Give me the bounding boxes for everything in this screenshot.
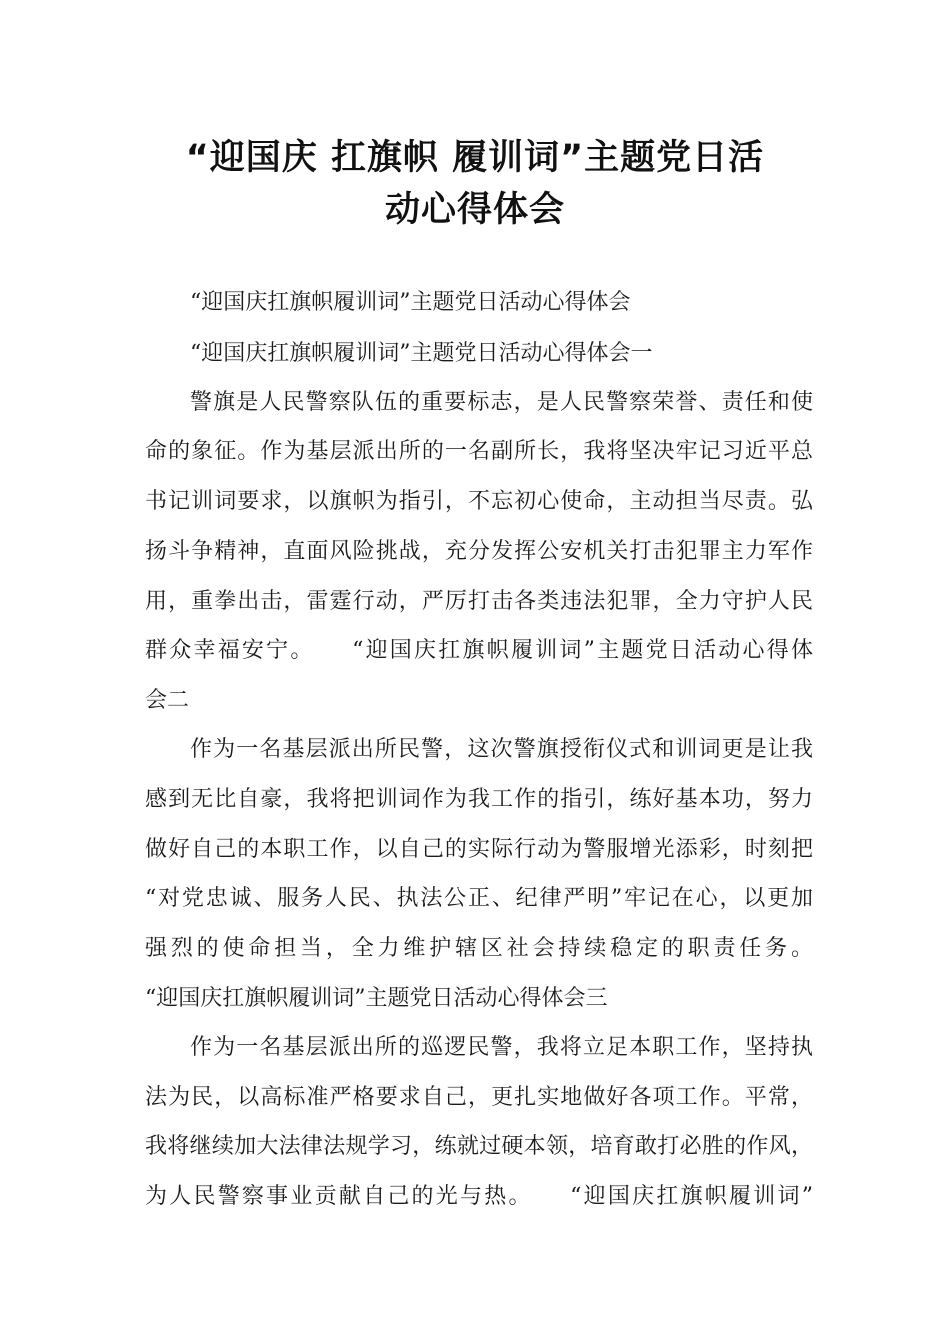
body-line: “迎国庆扛旗帜履训词”主题党日活动心得体会三	[145, 986, 608, 1011]
body-line: 感到无比自豪，我将把训词作为我工作的指引，练好基本功，努力	[145, 787, 813, 812]
body-line: 作为一名基层派出所民警，这次警旗授衔仪式和训词更是让我	[190, 737, 813, 762]
body-line: 我将继续加大法律法规学习，练就过硬本领，培育敢打必胜的作风，	[145, 1134, 813, 1159]
body-line: 为人民警察事业贡献自己的光与热。 “迎国庆扛旗帜履训词”	[145, 1184, 813, 1209]
body-line: 法为民，以高标准严格要求自己，更扎实地做好各项工作。平常，	[145, 1085, 813, 1110]
body-line: 会二	[145, 688, 190, 713]
body-line: 警旗是人民警察队伍的重要标志，是人民警察荣誉、责任和使	[190, 390, 813, 415]
body-line: “迎国庆扛旗帜履训词”主题党日活动心得体会	[190, 290, 631, 315]
body-line: 做好自己的本职工作，以自己的实际行动为警服增光添彩，时刻把	[145, 837, 813, 862]
body-line: “迎国庆扛旗帜履训词”主题党日活动心得体会一	[190, 341, 653, 366]
body-line: 作为一名基层派出所的巡逻民警，我将立足本职工作，坚持执	[190, 1035, 813, 1060]
document-title-line-2: 动心得体会	[384, 190, 565, 230]
body-line: “对党忠诚、服务人民、执法公正、纪律严明”牢记在心，以更加	[145, 886, 813, 911]
document-title-line-1: “迎国庆 扛旗帜 履训词”主题党日活	[185, 138, 765, 178]
body-line: 用，重拳出击，雷霆行动，严厉打击各类违法犯罪，全力守护人民	[145, 589, 813, 614]
body-line: 命的象征。作为基层派出所的一名副所长，我将坚决牢记习近平总	[145, 439, 813, 464]
body-line: 书记训词要求，以旗帜为指引，不忘初心使命，主动担当尽责。弘	[145, 489, 813, 514]
body-line: 群众幸福安宁。 “迎国庆扛旗帜履训词”主题党日活动心得体	[145, 638, 813, 663]
body-line: 强烈的使命担当，全力维护辖区社会持续稳定的职责任务。	[145, 936, 813, 961]
body-line: 扬斗争精神，直面风险挑战，充分发挥公安机关打击犯罪主力军作	[145, 539, 813, 564]
